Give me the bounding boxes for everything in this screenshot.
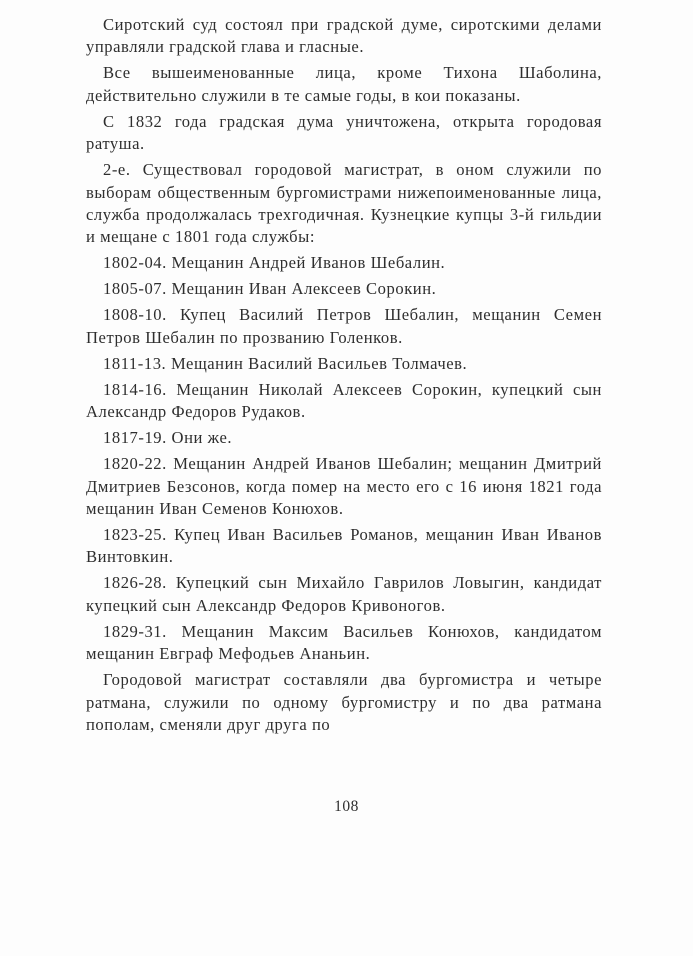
paragraph: 1826-28. Купецкий сын Михайло Гаврилов Ловыгин, кандидат купецкий сын Александр Федоров Кривоногов. xyxy=(86,573,602,615)
paragraph: 1808-10. Купец Василий Петров Шебалин, мещанин Семен Петров Шебалин по прозванию Голенков. xyxy=(86,305,602,347)
paragraph: 1829-31. Мещанин Максим Васильев Конюхов, кандидатом мещанин Евграф Мефодьев Ананьин. xyxy=(86,621,602,664)
paragraph: 1820-22. Мещанин Андрей Иванов Шебалин; мещанин Дмитрий Дмитриев Безсонов, когда помер на место его с 16 июня 1821 года мещанин Иван Семенов Конюхов. xyxy=(86,454,602,519)
paragraph: С 1832 года градская дума уничтожена, открыта городовая ратуша. xyxy=(86,111,602,154)
paragraph: 1823-25. Купец Иван Васильев Романов, мещанин Иван Иванов Винтовкин. xyxy=(86,525,602,567)
paragraph: 2-е. Существовал городовой магистрат, в оном служили по выборам общественным бургомистрами нижепоименованные лица, служба продолжалась трехгодичная. Кузнецкие купцы 3-й гильдии и мещане с 1801 года службы: xyxy=(86,160,602,247)
paragraph: 1811-13. Мещанин Василий Васильев Толмачев. xyxy=(103,353,468,373)
body-text xyxy=(86,14,602,740)
paragraph: 1814-16. Мещанин Николай Алексеев Сорокин, купецкий сын Александр Федоров Рудаков. xyxy=(86,379,602,422)
paragraph: Все вышеименованные лица, кроме Тихона Шаболина, действительно служили в те самые годы, в кои показаны. xyxy=(86,63,602,105)
page-number: 108 xyxy=(334,798,359,815)
paragraph: 1817-19. Они же. xyxy=(103,428,233,448)
paragraph: Городовой магистрат составляли два бургомистра и четыре ратмана, служили по одному бургомистру и по два ратмана пополам, сменяли друг друга по xyxy=(86,670,602,735)
paragraph: 1805-07. Мещанин Иван Алексеев Сорокин. xyxy=(103,279,437,299)
paragraph: Сиротский суд состоял при градской думе, сиротскими делами управляли градской глава и гласные. xyxy=(86,15,602,57)
paragraph: 1802-04. Мещанин Андрей Иванов Шебалин. xyxy=(103,253,446,273)
